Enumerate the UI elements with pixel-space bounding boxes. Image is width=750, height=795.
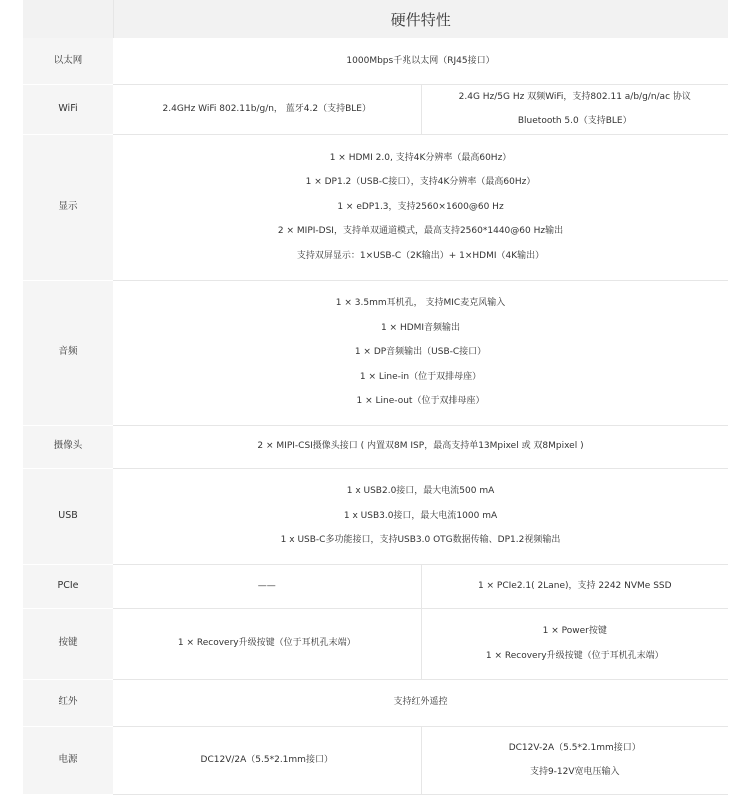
- row-wifi: [23, 84, 728, 134]
- row-label-display: 显示: [23, 134, 113, 280]
- row-label-buttons: 按键: [23, 608, 113, 679]
- camera-value: 2 × MIPI-CSI摄像头接口 ( 内置双8M ISP，最高支持单13Mpixel 或 双8Mpixel ): [113, 425, 728, 468]
- hardware-spec-table-container: [23, 0, 728, 795]
- wifi-right-line: 2.4G Hz/5G Hz 双频WiFi，支持802.11 a/b/g/n/ac 协议: [458, 91, 691, 102]
- hardware-spec-table: [23, 0, 728, 795]
- buttons-right-line: 1 × Recovery升级按键（位于耳机孔末端）: [485, 650, 664, 661]
- audio-line: 1 × Line-in（位于双排母座）: [359, 371, 482, 382]
- wifi-left-value: 2.4GHz WiFi 802.11b/g/n， 蓝牙4.2（支持BLE）: [113, 84, 421, 134]
- table-header-row: [23, 0, 728, 38]
- audio-line: 1 × HDMI音频输出: [380, 322, 461, 333]
- row-ethernet: [23, 38, 728, 84]
- display-line: 2 × MIPI-DSI，支持单双通道模式，最高支持2560*1440@60 Hz输出: [277, 226, 564, 237]
- display-line: 1 × eDP1.3，支持2560×1600@60 Hz: [337, 201, 504, 212]
- row-label-ethernet: 以太网: [23, 38, 113, 84]
- row-label-usb: USB: [23, 468, 113, 564]
- pcie-right-value: 1 × PCIe2.1( 2Lane)，支持 2242 NVMe SSD: [421, 564, 728, 608]
- power-right-line: DC12V-2A（5.5*2.1mm接口）: [508, 742, 641, 753]
- row-pcie: [23, 564, 728, 608]
- row-audio: [23, 280, 728, 425]
- row-label-wifi: WiFi: [23, 84, 113, 134]
- audio-line: 1 × 3.5mm耳机孔， 支持MIC麦克风输入: [335, 298, 506, 309]
- audio-value: [113, 280, 728, 425]
- audio-line: 1 × DP音频输出（USB-C接口）: [354, 347, 487, 358]
- header-corner-cell: [23, 0, 113, 38]
- usb-value: [113, 468, 728, 564]
- pcie-left-value: ——: [113, 564, 421, 608]
- audio-line: 1 × Line-out（位于双排母座）: [356, 396, 485, 407]
- row-display: [23, 134, 728, 280]
- wifi-right-value: [421, 84, 728, 134]
- row-buttons: [23, 608, 728, 679]
- buttons-right-value: [421, 608, 728, 679]
- row-camera: [23, 425, 728, 468]
- display-value: [113, 134, 728, 280]
- usb-line: 1 x USB3.0接口，最大电流1000 mA: [343, 510, 498, 521]
- power-left-value: DC12V/2A（5.5*2.1mm接口）: [113, 726, 421, 794]
- display-line: 1 × HDMI 2.0, 支持4K分辨率（最高60Hz）: [329, 152, 512, 163]
- power-right-line: 支持9-12V宽电压输入: [529, 767, 620, 777]
- table-title: 硬件特性: [113, 0, 728, 38]
- ethernet-value: 1000Mbps千兆以太网（RJ45接口）: [113, 38, 728, 84]
- usb-line: 1 x USB-C多功能接口，支持USB3.0 OTG数据传输、DP1.2视频输出: [280, 535, 561, 546]
- wifi-right-line: Bluetooth 5.0（支持BLE）: [517, 116, 632, 126]
- row-label-pcie: PCIe: [23, 564, 113, 608]
- buttons-left-value: 1 × Recovery升级按键（位于耳机孔末端）: [113, 608, 421, 679]
- row-label-audio: 音频: [23, 280, 113, 425]
- row-label-infrared: 红外: [23, 679, 113, 726]
- infrared-value: 支持红外遥控: [113, 679, 728, 726]
- row-usb: [23, 468, 728, 564]
- row-label-camera: 摄像头: [23, 425, 113, 468]
- row-label-power: 电源: [23, 726, 113, 794]
- display-line: 1 × DP1.2（USB-C接口），支持4K分辨率（最高60Hz）: [305, 177, 536, 188]
- buttons-right-line: 1 × Power按键: [542, 626, 607, 636]
- power-right-value: [421, 726, 728, 794]
- row-infrared: [23, 679, 728, 726]
- row-power: [23, 726, 728, 794]
- display-line: 支持双屏显示：1×USB-C（2K输出）+ 1×HDMI（4K输出）: [296, 250, 545, 261]
- usb-line: 1 x USB2.0接口，最大电流500 mA: [346, 486, 495, 497]
